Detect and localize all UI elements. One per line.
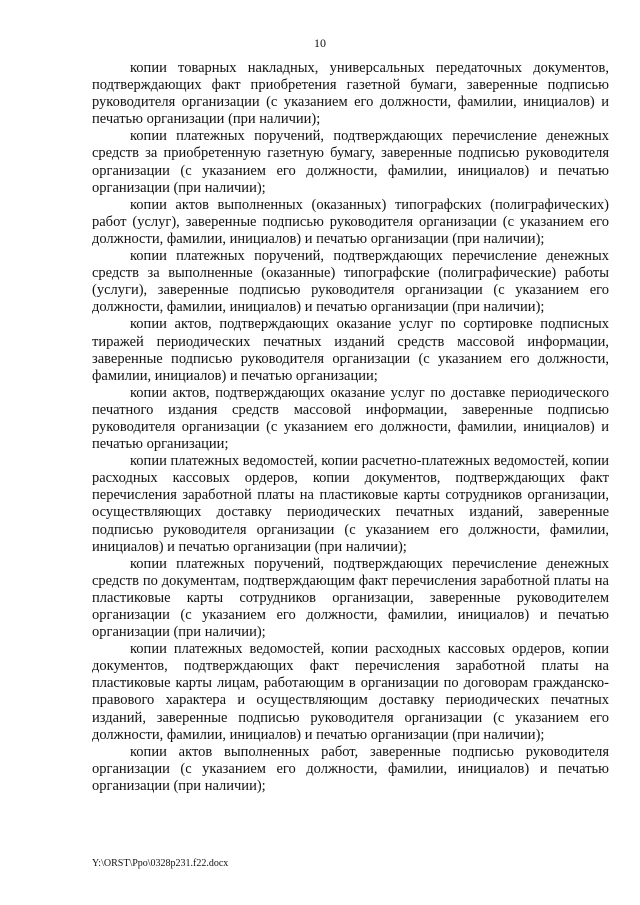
paragraph: копии платежных ведомостей, копии расчетно-платежных ведомостей, копии расходных кассовых ордеров, копии документов, подтверждающих факт перечисления заработной платы на пластиковые карты сотрудников организации, осуществляющих доставку периодических печатных изданий, заверенные подписью руководителя организации (с указанием его должности, фамилии, инициалов) и печатью организации (при наличии); bbox=[92, 453, 609, 555]
footer-file-path: Y:\ORST\Ppo\0328p231.f22.docx bbox=[92, 858, 229, 869]
document-body bbox=[92, 60, 609, 795]
paragraph: копии актов выполненных (оказанных) типографских (полиграфических) работ (услуг), заверенные подписью руководителя организации (с указанием его должности, фамилии, инициалов) и печатью организации (при наличии); bbox=[92, 196, 609, 247]
paragraph: копии актов выполненных работ, заверенные подписью руководителя организации (с указанием его должности, фамилии, инициалов) и печатью организации (при наличии); bbox=[92, 743, 609, 794]
paragraph: копии товарных накладных, универсальных передаточных документов, подтверждающих факт приобретения газетной бумаги, заверенные подписью руководителя организации (с указанием его должности, фамилии, инициалов) и печатью организации (при наличии); bbox=[92, 60, 609, 128]
paragraph: копии актов, подтверждающих оказание услуг по сортировке подписных тиражей периодических печатных изданий средств массовой информации, заверенные подписью руководителя организации (с указанием его должности, фамилии, инициалов) и печатью организации; bbox=[92, 316, 609, 384]
page-number: 10 bbox=[314, 36, 326, 50]
paragraph: копии платежных ведомостей, копии расходных кассовых ордеров, копии документов, подтверждающих факт перечисления заработной платы на пластиковые карты лицам, работающим в организации по договорам гражданско-правового характера и осуществляющим доставку периодических печатных изданий, заверенные подписью руководителя организации (с указанием его должности, фамилии, инициалов) и печатью организации (при наличии); bbox=[92, 641, 609, 743]
paragraph: копии платежных поручений, подтверждающих перечисление денежных средств за выполненные (оказанные) типографские (полиграфические) работы (услуги), заверенные подписью руководителя организации (с указанием его должности, фамилии, инициалов) и печатью организации (при наличии); bbox=[92, 248, 609, 316]
paragraph: копии платежных поручений, подтверждающих перечисление денежных средств за приобретенную газетную бумагу, заверенные подписью руководителя организации (с указанием его должности, фамилии, инициалов) и печатью организации (при наличии); bbox=[92, 128, 609, 196]
paragraph: копии платежных поручений, подтверждающих перечисление денежных средств по документам, подтверждающим факт перечисления заработной платы на пластиковые карты сотрудников организации, заверенные руководителем организации (с указанием его должности, фамилии, инициалов) и печатью организации (при наличии); bbox=[92, 555, 609, 641]
paragraph: копии актов, подтверждающих оказание услуг по доставке периодического печатного издания средств массовой информации, заверенные подписью руководителя организации (с указанием его должности, фамилии, инициалов) и печатью организации; bbox=[92, 384, 609, 453]
